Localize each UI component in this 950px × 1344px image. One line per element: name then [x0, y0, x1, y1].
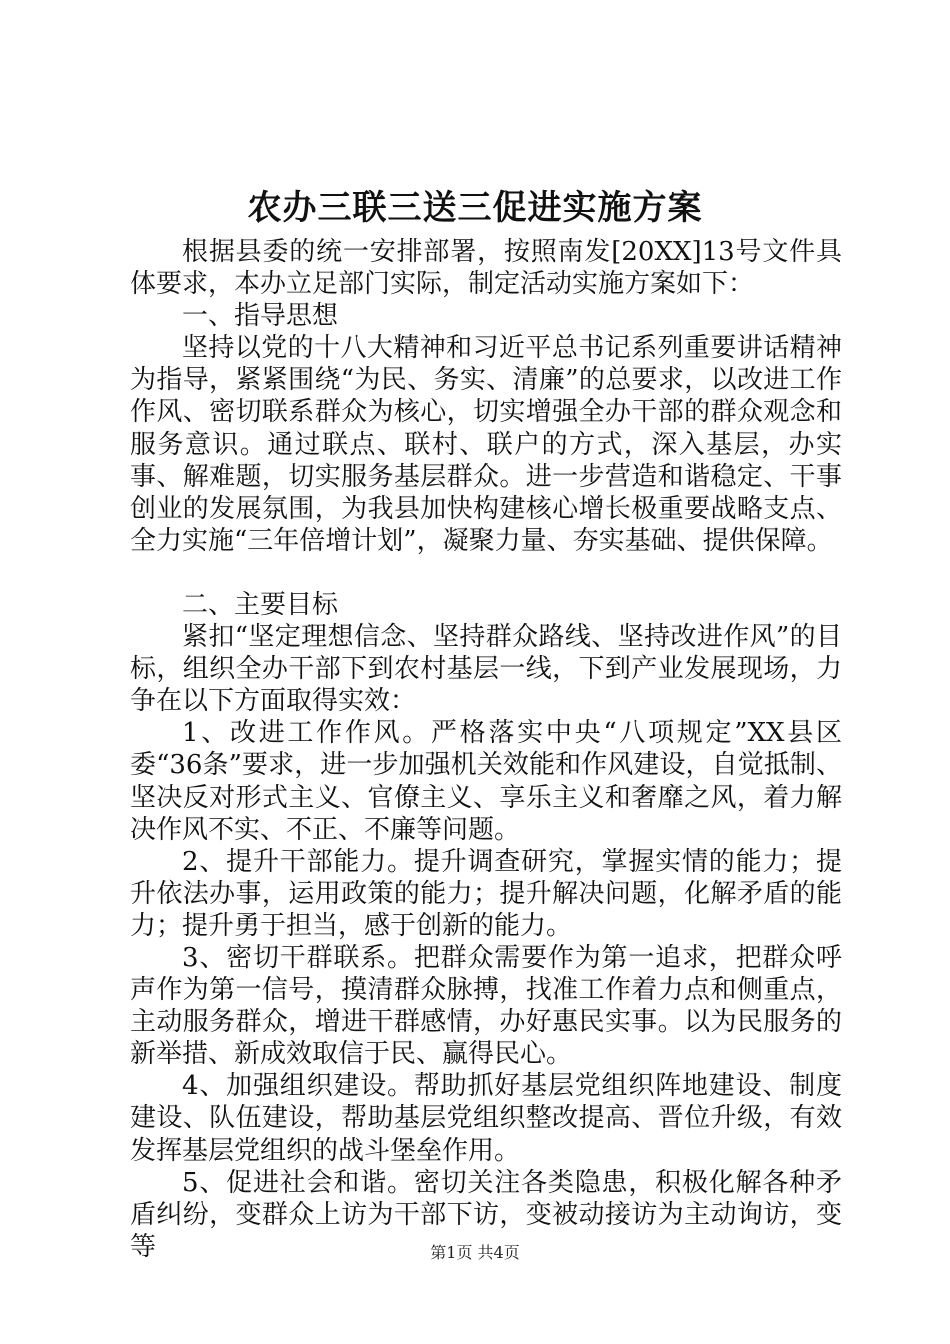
- main-goals-paragraph: 紧扣“坚定理想信念、坚持群众路线、坚持改进作风”的目标，组织全办干部下到农村基层一线，下到产业发展现场，力争在以下方面取得实效：: [130, 622, 842, 717]
- section-heading-main-goals: 二、主要目标: [182, 589, 339, 620]
- section-heading-guiding-thought: 一、指导思想: [182, 301, 339, 332]
- goal-item-5: 5、促进社会和谐。密切关注各类隐患，积极化解各种矛盾纠纷，变群众上访为干部下访，变被动接访为主动询访，变等: [130, 1167, 842, 1262]
- goal-item-1: 1、改进工作作风。严格落实中央“八项规定”XX县区委“36条”要求，进一步加强机关效能和作风建设，自觉抵制、坚决反对形式主义、官僚主义、享乐主义和奢靡之风，着力解决作风不实、不正、不廉等问题。: [130, 718, 842, 845]
- goal-item-4: 4、加强组织建设。帮助抓好基层党组织阵地建设、制度建设、队伍建设，帮助基层党组织整改提高、晋位升级，有效发挥基层党组织的战斗堡垒作用。: [130, 1071, 842, 1166]
- guiding-thought-paragraph: 坚持以党的十八大精神和习近平总书记系列重要讲话精神为指导，紧紧围绕“为民、务实、清廉”的总要求，以改进工作作风、密切联系群众为核心，切实增强全办干部的群众观念和服务意识。通过联点、联村、联户的方式，深入基层，办实事、解难题，切实服务基层群众。进一步营造和谐稳定、干事创业的发展氛围，为我县加快构建核心增长极重要战略支点、全力实施“三年倍增计划”，凝聚力量、夯实基础、提供保障。: [130, 333, 842, 556]
- document-title: 农办三联三送三促进实施方案: [247, 188, 703, 228]
- document-body: [130, 236, 842, 1263]
- page-number: 第1页 共4页: [430, 1243, 520, 1262]
- goal-item-3: 3、密切干群联系。把群众需要作为第一追求，把群众呼声作为第一信号，摸清群众脉搏，找准工作着力点和侧重点，主动服务群众，增进干群感情，办好惠民实事。以为民服务的新举措、新成效取信于民、赢得民心。: [130, 942, 842, 1070]
- goal-item-2: 2、提升干部能力。提升调查研究，掌握实情的能力；提升依法办事，运用政策的能力；提升解决问题，化解矛盾的能力；提升勇于担当，感于创新的能力。: [130, 846, 842, 941]
- intro-paragraph: 根据县委的统一安排部署，按照南发[20XX]13号文件具体要求，本办立足部门实际，制定活动实施方案如下：: [130, 237, 842, 300]
